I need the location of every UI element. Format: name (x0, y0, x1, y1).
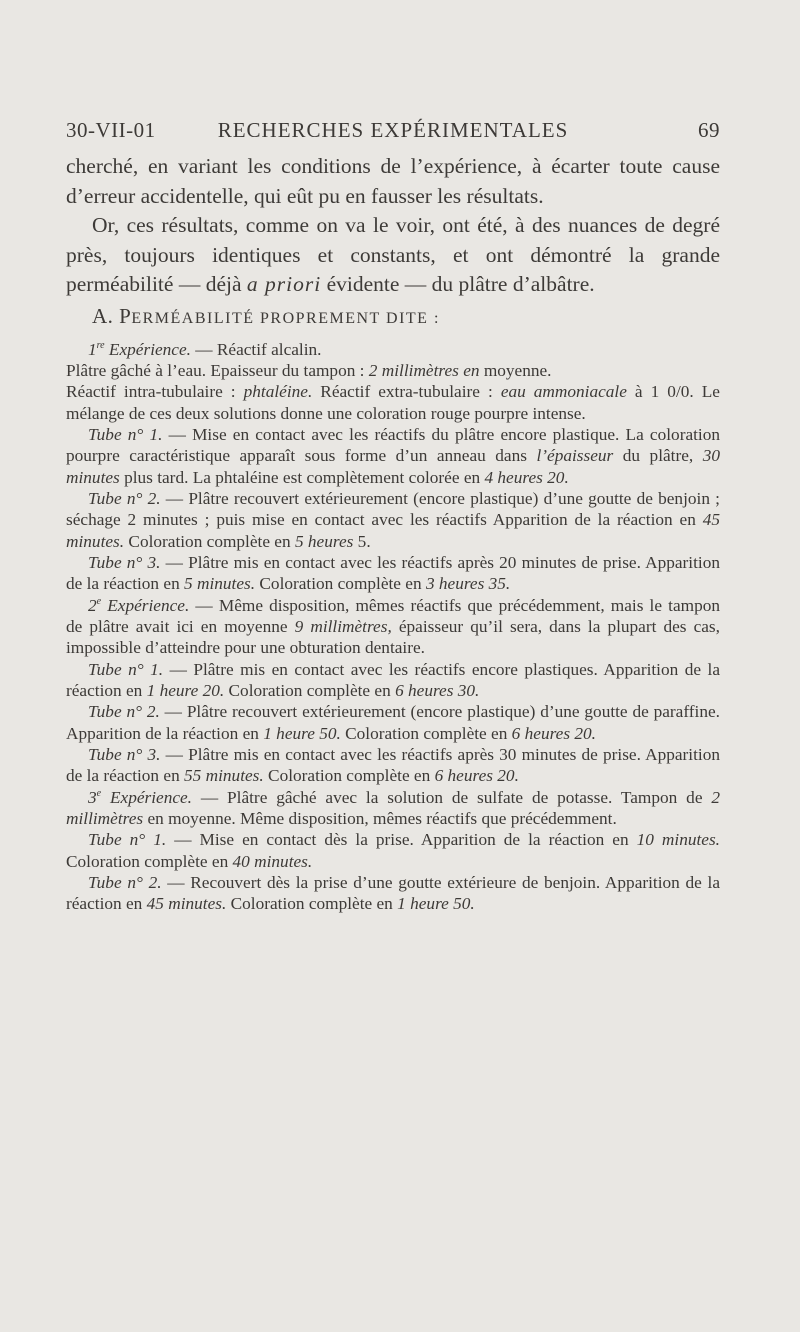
experiment-1-tube-3: Tube n° 3. — Plâtre mis en contact avec les réactifs après 20 minutes de prise. Apparition de la réaction en 5 minutes. Coloration complète en 3 heures 35. (66, 552, 720, 594)
experiment-2-heading: 2e Expérience. — Même disposition, mêmes réactifs que précédemment, mais le tampon de plâtre avait ici en moyenne 9 millimètres, épaisseur qu’il sera, dans la plupart des cas, impossible d’atteindre pour une obturation dentaire. (66, 595, 721, 658)
page-number: 69 (698, 118, 720, 142)
running-header (66, 118, 720, 148)
experiment-1-heading: 1re Expérience. — Réactif alcalin. (88, 339, 322, 359)
page-body (66, 152, 720, 915)
section-heading: A. PERMÉABILITÉ PROPREMENT DITE : (92, 303, 440, 328)
experiments-text (66, 339, 720, 915)
experiment-1-plaster: Plâtre gâché à l’eau. Epaisseur du tampon : 2 millimètres en moyenne. (66, 360, 552, 380)
experiment-2-tube-2: Tube n° 2. — Plâtre recouvert extérieurement (encore plastique) d’une goutte de paraffine. Apparition de la réaction en 1 heure 50. Coloration complète en 6 heures 20. (66, 702, 720, 743)
intro-paragraph-1: cherché, en variant les conditions de l’expérience, à écarter toute cause d’erreur accidentelle, qui eût pu en fausser les résultats. (66, 154, 720, 208)
header-date: 30-VII-01 (66, 118, 156, 142)
experiment-1-tube-1: Tube n° 1. — Mise en contact avec les réactifs du plâtre encore plastique. La coloration pourpre caractéristique apparaît sous forme d’un anneau dans l’épaisseur du plâtre, 30 minutes plus tard. La phtaléine est complètement colorée en 4 heures 20. (66, 424, 721, 487)
experiment-3-heading: 3e Expérience. — Plâtre gâché avec la solution de sulfate de potasse. Tampon de 2 millimètres en moyenne. Même disposition, mêmes réactifs que précédemment. (66, 787, 721, 829)
experiment-1-reagents: Réactif intra-tubulaire : phtaléine. Réactif extra-tubulaire : eau ammoniacale à 1 0/0. Le mélange de ces deux solutions donne une coloration rouge pourpre intense. (66, 382, 720, 423)
intro-text (66, 152, 720, 300)
experiment-2-tube-3: Tube n° 3. — Plâtre mis en contact avec les réactifs après 30 minutes de prise. Apparition de la réaction en 55 minutes. Coloration complète en 6 heures 20. (66, 745, 720, 786)
intro-paragraph-2: Or, ces résultats, comme on va le voir, ont été, à des nuances de degré près, toujours identiques et constants, et ont démontré la grande perméabilité — déjà a priori évidente — du plâtre d’albâtre. (66, 213, 720, 296)
experiment-1-tube-2: Tube n° 2. — Plâtre recouvert extérieurement (encore plastique) d’une goutte de benjoin ; séchage 2 minutes ; puis mise en contact avec les réactifs Apparition de la réaction en 45 minutes. Coloration complète en 5 heures 5. (66, 488, 720, 551)
emphasis-a-priori: a priori (246, 272, 322, 296)
experiment-3-tube-1: Tube n° 1. — Mise en contact dès la prise. Apparition de la réaction en 10 minutes. Coloration complète en 40 minutes. (66, 830, 720, 871)
header-title: RECHERCHES EXPÉRIMENTALES (217, 118, 569, 142)
experiment-2-tube-1: Tube n° 1. — Plâtre mis en contact avec les réactifs encore plastiques. Apparition de la réaction en 1 heure 20. Coloration complète en 6 heures 30. (66, 659, 721, 700)
experiment-3-tube-2: Tube n° 2. — Recouvert dès la prise d’une goutte extérieure de benjoin. Apparition de la réaction en 45 minutes. Coloration complète en 1 heure 50. (66, 873, 721, 914)
